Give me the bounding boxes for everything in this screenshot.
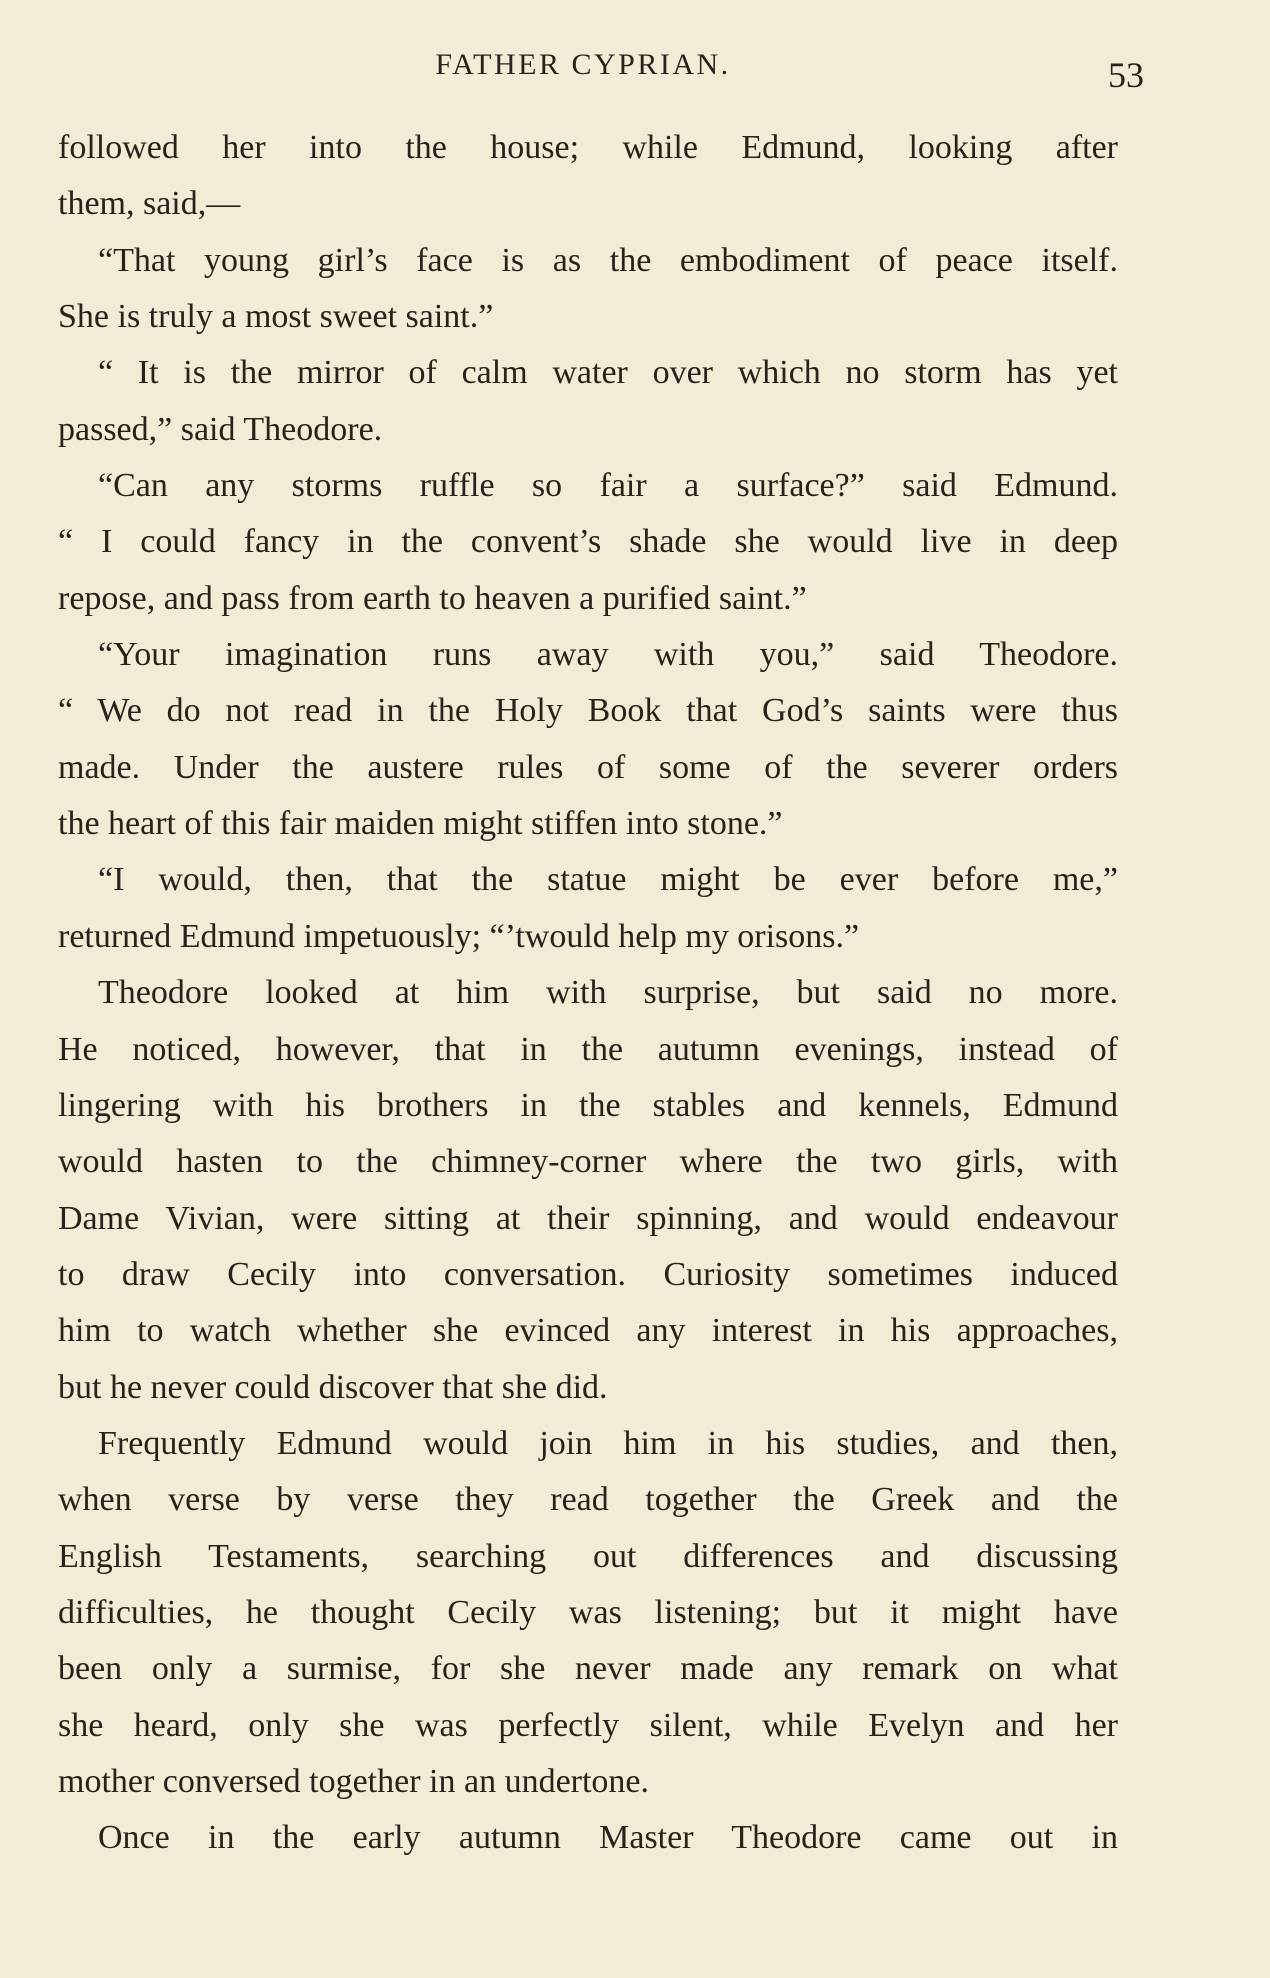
text-line: “ It is the mirror of calm water over which no storm has yet xyxy=(98,354,1118,392)
text-line: passed,” said Theodore. xyxy=(58,410,383,448)
text-line: “Can any storms ruffle so fair a surface?” said Edmund. xyxy=(98,467,1118,505)
text-line: Dame Vivian, were sitting at their spinning, and would endeavour xyxy=(58,1199,1118,1237)
text-line: lingering with his brothers in the stables and kennels, Edmund xyxy=(58,1086,1118,1124)
text-line: been only a surmise, for she never made any remark on what xyxy=(58,1650,1118,1688)
text-line: “I would, then, that the statue might be ever before me,” xyxy=(98,861,1118,899)
text-line: but he never could discover that she did. xyxy=(58,1368,608,1406)
text-line: Theodore looked at him with surprise, but said no more. xyxy=(98,974,1118,1012)
text-line: “Your imagination runs away with you,” said Theodore. xyxy=(98,636,1118,674)
page-number: 53 xyxy=(1108,55,1144,95)
text-line: “ I could fancy in the convent’s shade she would live in deep xyxy=(58,523,1118,561)
text-line: to draw Cecily into conversation. Curiosity sometimes induced xyxy=(58,1255,1118,1293)
text-line: returned Edmund impetuously; “’twould help my orisons.” xyxy=(58,917,860,955)
text-line: “That young girl’s face is as the embodiment of peace itself. xyxy=(98,241,1118,279)
text-line: “ We do not read in the Holy Book that God’s saints were thus xyxy=(58,692,1118,730)
text-line: him to watch whether she evinced any interest in his approaches, xyxy=(58,1312,1118,1350)
running-title: FATHER CYPRIAN. xyxy=(435,48,731,81)
text-line: she heard, only she was perfectly silent, while Evelyn and her xyxy=(58,1706,1118,1744)
text-line: Once in the early autumn Master Theodore came out in xyxy=(98,1819,1118,1857)
text-line: He noticed, however, that in the autumn evenings, instead of xyxy=(58,1030,1118,1068)
text-line: English Testaments, searching out differences and discussing xyxy=(58,1537,1118,1575)
text-line: them, said,— xyxy=(58,185,241,223)
text-line: when verse by verse they read together the Greek and the xyxy=(58,1481,1118,1519)
body-text xyxy=(58,120,1118,1867)
text-line: the heart of this fair maiden might stiffen into stone.” xyxy=(58,805,783,843)
text-line: followed her into the house; while Edmund, looking after xyxy=(58,129,1118,166)
text-line: repose, and pass from earth to heaven a purified saint.” xyxy=(58,579,807,617)
text-line: difficulties, he thought Cecily was listening; but it might have xyxy=(58,1593,1118,1631)
text-line: would hasten to the chimney-corner where the two girls, with xyxy=(58,1143,1118,1181)
text-line: made. Under the austere rules of some of the severer orders xyxy=(58,748,1118,786)
running-head xyxy=(0,44,1270,94)
text-line: mother conversed together in an undertone. xyxy=(58,1762,650,1800)
text-line: She is truly a most sweet saint.” xyxy=(58,298,494,336)
text-line: Frequently Edmund would join him in his studies, and then, xyxy=(98,1424,1118,1462)
